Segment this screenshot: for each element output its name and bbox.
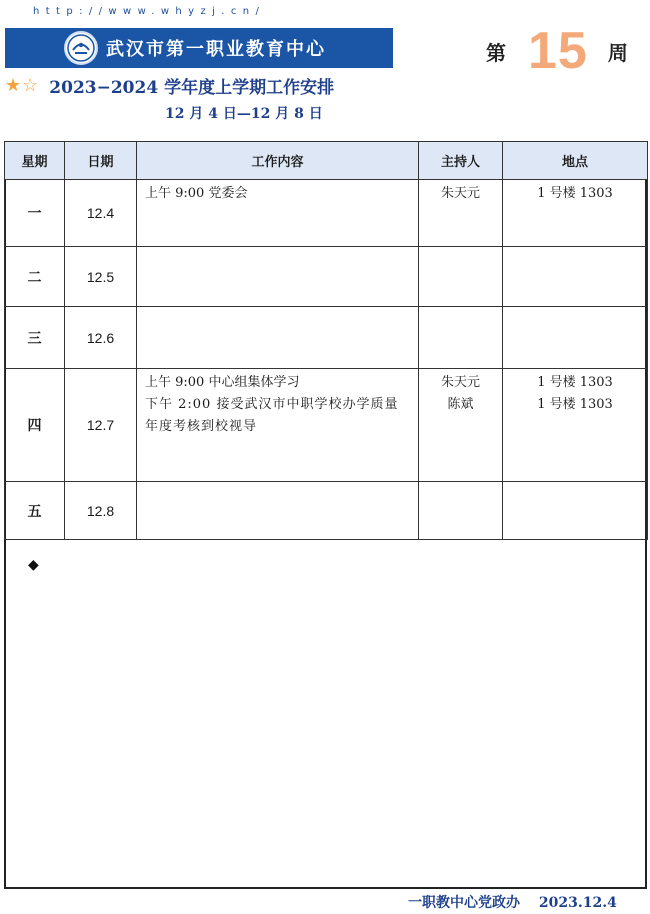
content-cell [137, 180, 419, 247]
host-cell [419, 247, 503, 307]
host-name: 朱天元 [440, 186, 480, 201]
date-cell: 12.7 [65, 369, 137, 482]
site-url: http://www.whyzj.cn/ [33, 6, 266, 17]
weekday-cell: 二 [5, 247, 65, 307]
place-name: 1 号楼 1303 [537, 397, 613, 412]
place-cell [503, 307, 648, 369]
table-header-row [5, 142, 648, 180]
host-cell [419, 180, 503, 247]
content-cell [137, 482, 419, 540]
weekday-cell: 三 [5, 307, 65, 369]
diamond-bullet-icon: ◆ [28, 557, 39, 573]
schedule-table [4, 141, 648, 540]
date-cell: 12.6 [65, 307, 137, 369]
week-prefix: 第 [486, 40, 506, 65]
content-line: 上午 9:00 党委会 [145, 186, 248, 201]
week-number: 15 [528, 22, 588, 80]
table-row [5, 180, 648, 247]
column-header: 星期 [5, 142, 65, 180]
table-row [5, 307, 648, 369]
weekday-cell: 一 [5, 180, 65, 247]
table-row [5, 369, 648, 482]
school-logo-icon [64, 31, 98, 65]
weekday-cell: 四 [5, 369, 65, 482]
content-cell [137, 369, 419, 482]
place-cell [503, 482, 648, 540]
column-header: 地点 [503, 142, 648, 180]
table-row [5, 247, 648, 307]
date-cell: 12.5 [65, 247, 137, 307]
place-name: 1 号楼 1303 [537, 375, 613, 390]
table-row [5, 482, 648, 540]
content-cell [137, 307, 419, 369]
date-range: 12 月 4 日—12 月 8 日 [165, 106, 323, 122]
place-cell [503, 369, 648, 482]
host-name: 陈斌 [447, 397, 474, 412]
column-header: 日期 [65, 142, 137, 180]
content-line: 下午 2:00 接受武汉市中职学校办学质量年度考核到校视导 [145, 397, 399, 434]
star-icon: ★☆ [5, 75, 40, 96]
page-title: 2023−2024 学年度上学期工作安排 [49, 78, 335, 98]
place-cell [503, 180, 648, 247]
host-cell [419, 307, 503, 369]
column-header: 工作内容 [137, 142, 419, 180]
date-cell: 12.4 [65, 180, 137, 247]
host-cell [419, 482, 503, 540]
week-indicator [486, 22, 628, 80]
school-name: 武汉市第一职业教育中心 [106, 39, 326, 60]
host-name: 朱天元 [440, 375, 480, 390]
footer [408, 892, 617, 912]
place-name: 1 号楼 1303 [537, 186, 613, 201]
weekday-cell: 五 [5, 482, 65, 540]
date-cell: 12.8 [65, 482, 137, 540]
week-suffix: 周 [607, 40, 628, 65]
content-line: 上午 9:00 中心组集体学习 [145, 375, 300, 390]
footer-date: 2023.12.4 [538, 895, 617, 911]
column-header: 主持人 [419, 142, 503, 180]
place-cell [503, 247, 648, 307]
footer-office: 一职教中心党政办 [408, 895, 520, 911]
title-row [5, 73, 334, 98]
school-banner [5, 28, 393, 68]
content-cell [137, 247, 419, 307]
host-cell [419, 369, 503, 482]
